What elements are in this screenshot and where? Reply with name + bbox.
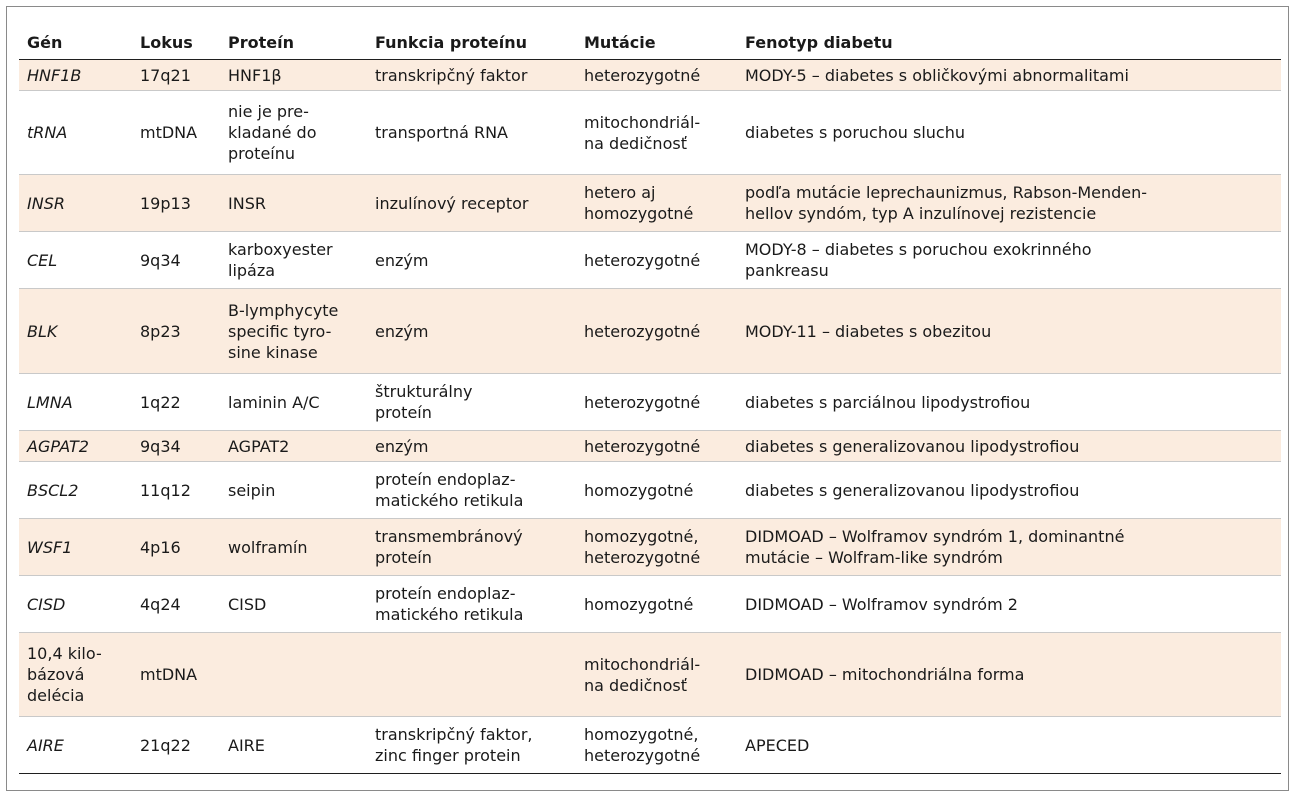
header-mutation: Mutácie	[576, 27, 737, 60]
cell-phenotype: diabetes s parciálnou lipodystrofiou	[737, 374, 1281, 431]
table-row	[19, 374, 1281, 431]
cell-gene: WSF1	[19, 519, 132, 576]
cell-locus: 4q24	[132, 576, 220, 633]
table-frame	[6, 6, 1289, 791]
cell-mutation: heterozygotné	[576, 232, 737, 289]
cell-phenotype: podľa mutácie leprechaunizmus, Rabson-Menden- hellov syndóm, typ A inzulínovej rezistencie	[737, 175, 1281, 232]
cell-mutation: heterozygotné	[576, 431, 737, 462]
cell-locus: mtDNA	[132, 633, 220, 717]
cell-mutation: homozygotné	[576, 576, 737, 633]
table-row	[19, 91, 1281, 175]
header-phenotype: Fenotyp diabetu	[737, 27, 1281, 60]
cell-mutation: homozygotné, heterozygotné	[576, 717, 737, 774]
cell-function: transkripčný faktor	[367, 60, 576, 91]
cell-protein: INSR	[220, 175, 367, 232]
cell-locus: 17q21	[132, 60, 220, 91]
cell-gene: BSCL2	[19, 462, 132, 519]
cell-function: transportná RNA	[367, 91, 576, 175]
cell-mutation: heterozygotné	[576, 60, 737, 91]
cell-gene: INSR	[19, 175, 132, 232]
cell-phenotype: DIDMOAD – mitochondriálna forma	[737, 633, 1281, 717]
cell-locus: 8p23	[132, 289, 220, 374]
cell-locus: 21q22	[132, 717, 220, 774]
cell-locus: 9q34	[132, 431, 220, 462]
cell-function: štrukturálny proteín	[367, 374, 576, 431]
header-protein: Proteín	[220, 27, 367, 60]
table-row	[19, 175, 1281, 232]
table-row	[19, 576, 1281, 633]
cell-function: transmembránový proteín	[367, 519, 576, 576]
cell-mutation: mitochondriál- na dedičnosť	[576, 91, 737, 175]
table-row	[19, 431, 1281, 462]
cell-mutation: hetero aj homozygotné	[576, 175, 737, 232]
cell-protein: karboxyester lipáza	[220, 232, 367, 289]
cell-phenotype: MODY-5 – diabetes s obličkovými abnormalitami	[737, 60, 1281, 91]
cell-gene: HNF1B	[19, 60, 132, 91]
cell-mutation: heterozygotné	[576, 374, 737, 431]
cell-protein: laminin A/C	[220, 374, 367, 431]
cell-protein: wolframín	[220, 519, 367, 576]
cell-gene: BLK	[19, 289, 132, 374]
table-row	[19, 717, 1281, 774]
cell-function	[367, 633, 576, 717]
table-row	[19, 289, 1281, 374]
cell-protein: seipin	[220, 462, 367, 519]
cell-mutation: homozygotné, heterozygotné	[576, 519, 737, 576]
header-locus: Lokus	[132, 27, 220, 60]
cell-function: inzulínový receptor	[367, 175, 576, 232]
cell-gene: AGPAT2	[19, 431, 132, 462]
cell-locus: 4p16	[132, 519, 220, 576]
cell-phenotype: MODY-11 – diabetes s obezitou	[737, 289, 1281, 374]
cell-protein: B-lymphycyte specific tyro- sine kinase	[220, 289, 367, 374]
cell-protein: CISD	[220, 576, 367, 633]
cell-phenotype: MODY-8 – diabetes s poruchou exokrinného pankreasu	[737, 232, 1281, 289]
cell-protein	[220, 633, 367, 717]
table-row	[19, 462, 1281, 519]
cell-phenotype: APECED	[737, 717, 1281, 774]
cell-mutation: heterozygotné	[576, 289, 737, 374]
cell-gene: CEL	[19, 232, 132, 289]
header-row	[19, 27, 1281, 60]
table-row	[19, 60, 1281, 91]
cell-phenotype: DIDMOAD – Wolframov syndróm 1, dominantné mutácie – Wolfram-like syndróm	[737, 519, 1281, 576]
cell-function: transkripčný faktor, zinc finger protein	[367, 717, 576, 774]
cell-function: enzým	[367, 232, 576, 289]
cell-phenotype: diabetes s poruchou sluchu	[737, 91, 1281, 175]
cell-locus: mtDNA	[132, 91, 220, 175]
cell-phenotype: diabetes s generalizovanou lipodystrofiou	[737, 462, 1281, 519]
cell-function: enzým	[367, 289, 576, 374]
cell-protein: AGPAT2	[220, 431, 367, 462]
cell-function: proteín endoplaz- matického retikula	[367, 462, 576, 519]
cell-locus: 1q22	[132, 374, 220, 431]
table-row	[19, 519, 1281, 576]
cell-phenotype: DIDMOAD – Wolframov syndróm 2	[737, 576, 1281, 633]
cell-protein: HNF1β	[220, 60, 367, 91]
cell-gene: 10,4 kilo- bázová delécia	[19, 633, 132, 717]
cell-gene: tRNA	[19, 91, 132, 175]
cell-gene: LMNA	[19, 374, 132, 431]
cell-protein: nie je pre- kladané do proteínu	[220, 91, 367, 175]
header-gene: Gén	[19, 27, 132, 60]
cell-locus: 19p13	[132, 175, 220, 232]
cell-protein: AIRE	[220, 717, 367, 774]
cell-mutation: homozygotné	[576, 462, 737, 519]
cell-phenotype: diabetes s generalizovanou lipodystrofiou	[737, 431, 1281, 462]
cell-function: proteín endoplaz- matického retikula	[367, 576, 576, 633]
header-function: Funkcia proteínu	[367, 27, 576, 60]
cell-locus: 9q34	[132, 232, 220, 289]
cell-mutation: mitochondriál- na dedičnosť	[576, 633, 737, 717]
cell-locus: 11q12	[132, 462, 220, 519]
cell-function: enzým	[367, 431, 576, 462]
gene-table	[19, 27, 1281, 774]
table-row	[19, 232, 1281, 289]
cell-gene: CISD	[19, 576, 132, 633]
table-row	[19, 633, 1281, 717]
cell-gene: AIRE	[19, 717, 132, 774]
